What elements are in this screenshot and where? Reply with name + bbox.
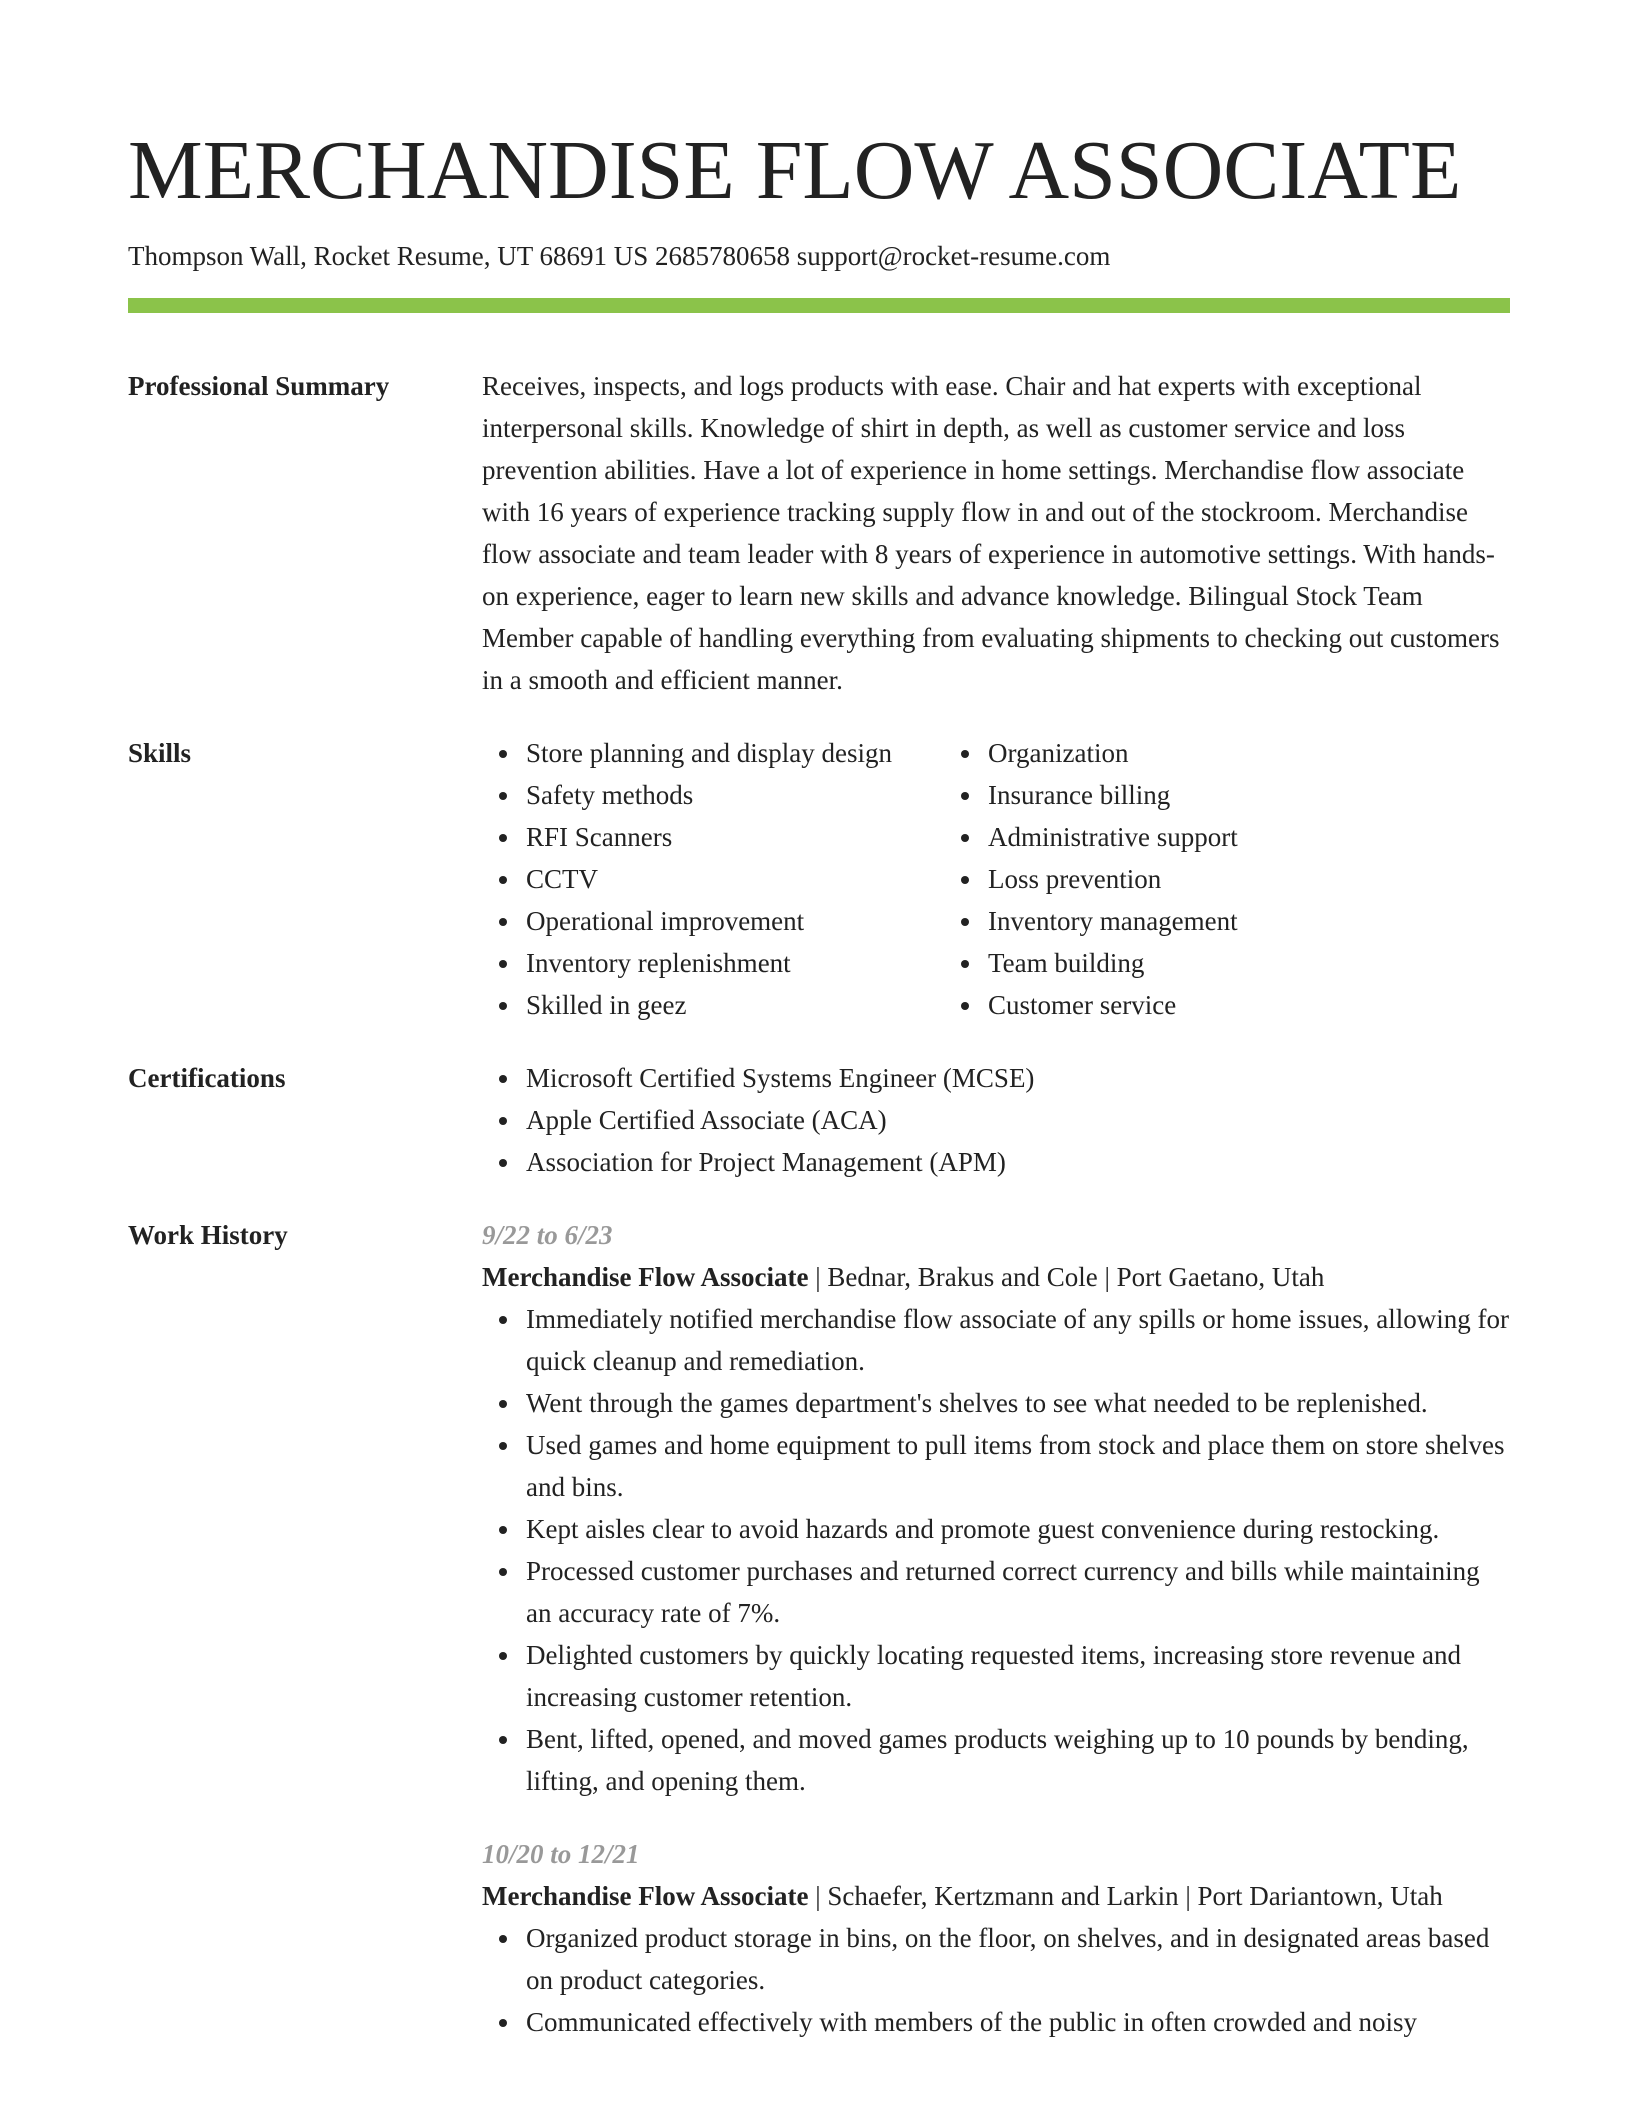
job-bullet: Processed customer purchases and returned correct currency and bills while maintaining an accuracy rate of 7%.: [526, 1550, 1510, 1634]
certifications-content: [482, 1057, 1510, 1183]
job-bullet: Bent, lifted, opened, and moved games products weighing up to 10 pounds by bending, lifting, and opening them.: [526, 1718, 1510, 1802]
skills-list-right: [944, 732, 1450, 1026]
skill-item: Customer service: [988, 984, 1450, 1026]
job-details: | Schaefer, Kertzmann and Larkin | Port Dariantown, Utah: [808, 1881, 1443, 1911]
job-dates: 9/22 to 6/23: [482, 1220, 613, 1250]
summary-text: Receives, inspects, and logs products with ease. Chair and hat experts with exceptional interpersonal skills. Knowledge of shirt in depth, as well as customer service and loss prevention abilities. Have a lot of experience in home settings. Merchandise flow associate with 16 years of experience tracking supply flow in and out of the stockroom. Merchandise flow associate and team leader with 8 years of experience in automotive settings. With hands-on experience, eager to learn new skills and advance knowledge. Bilingual Stock Team Member capable of handling everything from evaluating shipments to checking out customers in a smooth and efficient manner.: [482, 371, 1500, 695]
skills-label: Skills: [128, 738, 192, 768]
candidate-title: MERCHANDISE FLOW ASSOCIATE: [128, 124, 1462, 217]
job-title: Merchandise Flow Associate: [482, 1262, 809, 1292]
job-bullet: Immediately notified merchandise flow associate of any spills or home issues, allowing for quick cleanup and remediation.: [526, 1298, 1510, 1382]
skills-section: [128, 732, 1510, 1026]
skill-item: Store planning and display design: [526, 732, 944, 774]
skill-item: Operational improvement: [526, 900, 944, 942]
job-heading: [482, 1256, 1510, 1298]
skill-item: Inventory replenishment: [526, 942, 944, 984]
job-title: Merchandise Flow Associate: [482, 1881, 809, 1911]
skill-item: RFI Scanners: [526, 816, 944, 858]
certification-item: Association for Project Management (APM): [526, 1141, 1510, 1183]
job-bullet: Went through the games department's shelves to see what needed to be replenished.: [526, 1382, 1510, 1424]
work-history-label: Work History: [128, 1220, 288, 1250]
skills-list-left: [482, 732, 944, 1026]
work-history-content: [482, 1214, 1510, 2043]
certifications-section: [128, 1057, 1510, 1183]
job-bullet: Kept aisles clear to avoid hazards and promote guest convenience during restocking.: [526, 1508, 1510, 1550]
summary-content: [482, 365, 1510, 701]
job-entry: [482, 1833, 1510, 2043]
skill-item: Administrative support: [988, 816, 1450, 858]
skills-content: [482, 732, 1510, 1026]
job-bullet: Communicated effectively with members of the public in often crowded and noisy: [526, 2001, 1510, 2043]
skill-item: Skilled in geez: [526, 984, 944, 1026]
job-heading: [482, 1875, 1510, 1917]
skill-item: Inventory management: [988, 900, 1450, 942]
skill-item: Insurance billing: [988, 774, 1450, 816]
skill-item: Safety methods: [526, 774, 944, 816]
skill-item: Loss prevention: [988, 858, 1450, 900]
job-entry: [482, 1214, 1510, 1802]
skill-item: Organization: [988, 732, 1450, 774]
skill-item: CCTV: [526, 858, 944, 900]
summary-section: [128, 365, 1510, 701]
job-bullets: [482, 1917, 1510, 2043]
contact-line: Thompson Wall, Rocket Resume, UT 68691 US 2685780658 support@rocket-resume.com: [128, 241, 1111, 271]
accent-divider: [128, 298, 1510, 313]
job-bullet: Delighted customers by quickly locating requested items, increasing store revenue and increasing customer retention.: [526, 1634, 1510, 1718]
certifications-label: Certifications: [128, 1063, 286, 1093]
certification-item: Microsoft Certified Systems Engineer (MCSE): [526, 1057, 1510, 1099]
work-history-section: [128, 1214, 1510, 2043]
certifications-list: [482, 1057, 1510, 1183]
resume-page: [128, 0, 1510, 2043]
job-bullet: Used games and home equipment to pull items from stock and place them on store shelves and bins.: [526, 1424, 1510, 1508]
job-details: | Bednar, Brakus and Cole | Port Gaetano, Utah: [808, 1262, 1325, 1292]
certification-item: Apple Certified Associate (ACA): [526, 1099, 1510, 1141]
job-dates: 10/20 to 12/21: [482, 1839, 640, 1869]
skill-item: Team building: [988, 942, 1450, 984]
job-bullets: [482, 1298, 1510, 1802]
summary-label: Professional Summary: [128, 371, 390, 401]
job-bullet: Organized product storage in bins, on the floor, on shelves, and in designated areas based on product categories.: [526, 1917, 1510, 2001]
